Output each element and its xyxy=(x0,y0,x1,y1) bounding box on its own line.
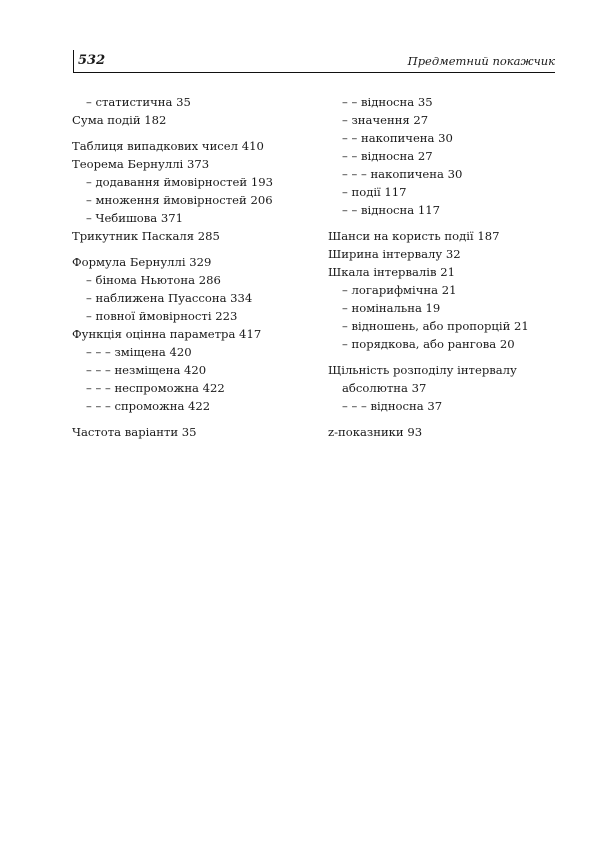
index-subentry: – порядкова, або рангова 20 xyxy=(342,337,515,351)
index-subentry: – бінома Ньютона 286 xyxy=(86,273,221,287)
index-subentry: – номінальна 19 xyxy=(342,301,441,315)
index-subentry: – – – відносна 37 xyxy=(342,399,443,413)
index-entry: Функція оцінна параметра 417 xyxy=(72,327,262,341)
index-subentry: – відношень, або пропорцій 21 xyxy=(342,319,529,333)
index-entry: Трикутник Паскаля 285 xyxy=(72,229,220,243)
index-entry: Шанси на користь події 187 xyxy=(328,229,500,243)
index-subentry: – статистична 35 xyxy=(86,95,191,109)
index-subentry: – – відносна 117 xyxy=(342,203,440,217)
index-entry: Таблиця випадкових чисел 410 xyxy=(72,139,264,153)
page-number: 532 xyxy=(73,50,105,72)
page-header xyxy=(73,50,555,74)
index-subentry: – – накопичена 30 xyxy=(342,131,453,145)
index-subentry: – Чебишова 371 xyxy=(86,211,184,225)
index-subentry: – події 117 xyxy=(342,185,407,199)
index-entry: z-показники 93 xyxy=(328,425,423,439)
index-subentry: абсолютна 37 xyxy=(342,381,427,395)
index-entry: Частота варіанти 35 xyxy=(72,425,197,439)
index-subentry: – – – незміщена 420 xyxy=(86,363,207,377)
index-entry: Теорема Бернуллі 373 xyxy=(72,157,210,171)
index-entry: Щільність розподілу інтервалу xyxy=(328,363,517,377)
index-entry: Сума подій 182 xyxy=(72,113,167,127)
index-subentry: – наближена Пуассона 334 xyxy=(86,291,253,305)
index-subentry: – – – накопичена 30 xyxy=(342,167,463,181)
index-entry: Шкала інтервалів 21 xyxy=(328,265,455,279)
index-subentry: – логарифмічна 21 xyxy=(342,283,457,297)
index-subentry: – – – спроможна 422 xyxy=(86,399,211,413)
index-subentry: – множення ймовірностей 206 xyxy=(86,193,273,207)
index-entry: Формула Бернуллі 329 xyxy=(72,255,212,269)
header-rule xyxy=(73,72,555,73)
index-entry: Ширина інтервалу 32 xyxy=(328,247,461,261)
index-column-right xyxy=(328,93,558,441)
index-subentry: – – – неспроможна 422 xyxy=(86,381,225,395)
index-subentry: – – – зміщена 420 xyxy=(86,345,192,359)
index-subentry: – – відносна 27 xyxy=(342,149,433,163)
running-title: Предметний покажчик xyxy=(407,54,555,68)
index-subentry: – значення 27 xyxy=(342,113,429,127)
index-subentry: – додавання ймовірностей 193 xyxy=(86,175,273,189)
index-subentry: – – відносна 35 xyxy=(342,95,433,109)
index-subentry: – повної ймовірності 223 xyxy=(86,309,238,323)
index-column-left xyxy=(72,93,297,441)
